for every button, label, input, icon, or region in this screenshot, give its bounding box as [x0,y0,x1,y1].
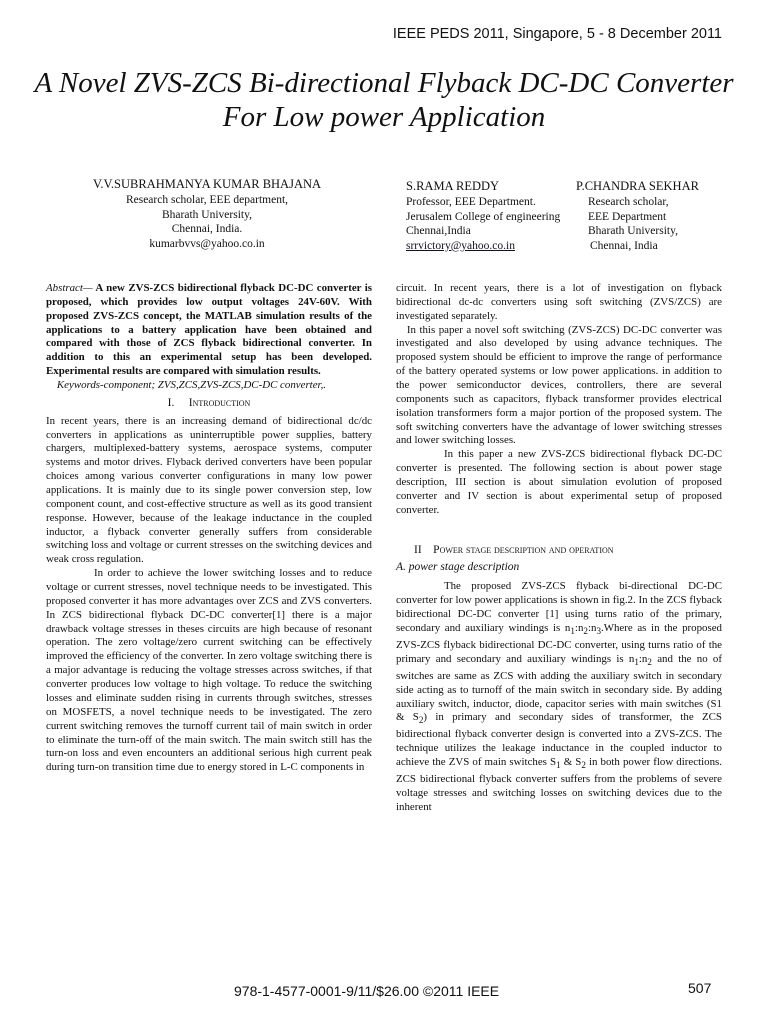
author-name: V.V.SUBRAHMANYA KUMAR BHAJANA [92,177,322,191]
right-column [396,282,722,815]
author-block-1 [72,177,342,251]
abstract [46,282,372,379]
keywords: Keywords-component; ZVS,ZCS,ZVS-ZCS,DC-DC converter,. [56,379,327,392]
paper-title: A Novel ZVS-ZCS Bi-directional Flyback DC-DC Converter For Low power Application [34,67,734,133]
section-title: Power stage description and operation [433,543,614,556]
author-affiliation: Chennai, India. [171,223,243,236]
page-number: 507 [688,980,712,996]
left-column [46,282,372,775]
author-affiliation: Bharath University, [588,225,678,238]
author-name: S.RAMA REDDY [406,179,500,193]
author-affiliation: Chennai,India [406,225,471,238]
author-name: P.CHANDRA SEKHAR [576,179,699,193]
author-affiliation: Professor, EEE Department. [406,196,536,209]
abstract-text: A new ZVS-ZCS bidirectional flyback DC-DC converter is proposed, which provides low output voltages 24V-60V. With proposed ZVS-ZCS concept, the MATLAB simulation results of the applications to a battery application have been obtained and compared with those of ZCS flyback bidirectional converter. In addition to this an experimental setup has been developed. Experimental results are compared with simulation results. [46,282,372,378]
conference-header: IEEE PEDS 2011, Singapore, 5 - 8 December 2011 [392,26,722,42]
right-paragraph-3: In this paper a new ZVS-ZCS bidirectional flyback DC-DC converter is presented. The following section is about power stage description, III section is about simulation evolution of proposed converter and IV section is about experimental setup of proposed converter. [396,448,722,516]
power-stage-paragraph: The proposed ZVS-ZCS flyback bi-directional DC-DC converter for low power applications is shown in fig.2. In the ZCS flyback bidirectional DC-DC converter [1] using turns ratio of the primary, secondary and auxiliary windings is $n_1:n_2:n_3.Where$ as in the proposed ZVS-ZCS flyback bidirectional DC-DC converter, using turns ratio of the primary and secondary and auxiliary windings is $n_1:n_2$ and the no of switches are same as ZCS with adding the auxiliary switch in secondary side acting as to turnoff of the main switch in secondary side. By adding auxiliary switch, inductor, diode, capacitor series with main switches (S1 & $S_2$) in primary and secondary sides of transformer, the ZCS bidirectional flyback converter design is converted into a ZVS-ZCS. The technique utilizes the leakage inductance in the coupled inductor to achieve the ZVS of main switches $S_1$ & $S_2$ in both power flow directions. ZCS bidirectional flyback converter suffers from the problems of severe voltage stresses and switching losses on switching devices due to the inherent [396,580,723,813]
author-block-3 [576,179,750,253]
right-paragraph-1: circuit. In recent years, there is a lot of investigation on flyback bidirectional dc-dc converters using soft switching (ZVS/ZCS) are investigated separately. [396,282,722,322]
author-affiliation: EEE Department [588,210,667,223]
author-block-2 [406,179,596,253]
section-number: I. [167,396,175,409]
right-paragraph-2: In this paper a novel soft switching (ZVS-ZCS) DC-DC converter was investigated and also developed by using advance techniques. The proposed system should be efficient to improve the range of performance of the battery operated systems or low power applications. in addition to the power semiconductor devices, controllers, there are several components such as capacitors, flyback transformer provides electrical isolation transformers form a major portion of the proposed system. The soft switching converters have the advantage of lower switching stresses and lower switching losses. [396,323,722,447]
abstract-label: Abstract— [46,282,93,294]
section-heading-introduction [46,397,372,411]
author-email[interactable]: kumarbvvs@yahoo.co.in [149,237,265,250]
subsection-heading: A. power stage description [396,561,520,574]
section-title: Introduction [188,396,251,409]
author-affiliation: Jerusalem College of engineering [406,210,561,223]
intro-paragraph-1: In recent years, there is an increasing demand of bidirectional dc/dc converters in applications as uninterruptible power supplies, battery chargers, multiplexed-battery systems, aerospace systems, computer systems and motor drives. Flyback derived converters have been popular choices among various converter configurations in many low power applications. It is mainly due to its single power conversion step, low component count, and cost-effective structure as well as its good transient response. However, because of the leakage inductance in the coupled inductor, a flyback converter generally suffers from considerable switching loss and voltage or current stresses on the switching devices and weak cross regulation. [46,414,372,566]
author-affiliation: Research scholar, EEE department, [125,194,289,207]
author-affiliation: Research scholar, [588,196,669,209]
author-email-link[interactable]: srrvictory@yahoo.co.in [406,239,515,252]
section-heading-power-stage [396,544,722,558]
author-affiliation: Bharath University, [162,208,252,221]
intro-paragraph-2: In order to achieve the lower switching losses and to reduce voltage or current stresses, novel technique needs to be investigated. This proposed converter it has more advantages over ZCS and ZVS converters. In ZCS bidirectional flyback DC-DC converter[1] there is a major drawback voltage stresses in theses circuits are high because of resonant operation. The zero voltage/zero current switching can be effectively improved the efficiency of the converter. In zero voltage switching there is a major advantage is reducing the voltage stresses across switches, if that converter produces low voltage to high voltage. To reduce the switching losses and eliminate sudden rising in currents through switches, stresses on MOSFETS, a novel technique needs to be investigated. The zero current switching removes the turnoff current tail of main switch in order to eliminate the turn-off of the main switch. The main switch still has the turn-on loss and even encounters an additional serious high current peak during turn-on transition time due to energy stored in L-C components in [46,567,372,774]
section-number: II [414,543,422,556]
footer-isbn: 978-1-4577-0001-9/11/$26.00 ©2011 IEEE [234,983,500,999]
author-affiliation: Chennai, India [590,239,658,252]
